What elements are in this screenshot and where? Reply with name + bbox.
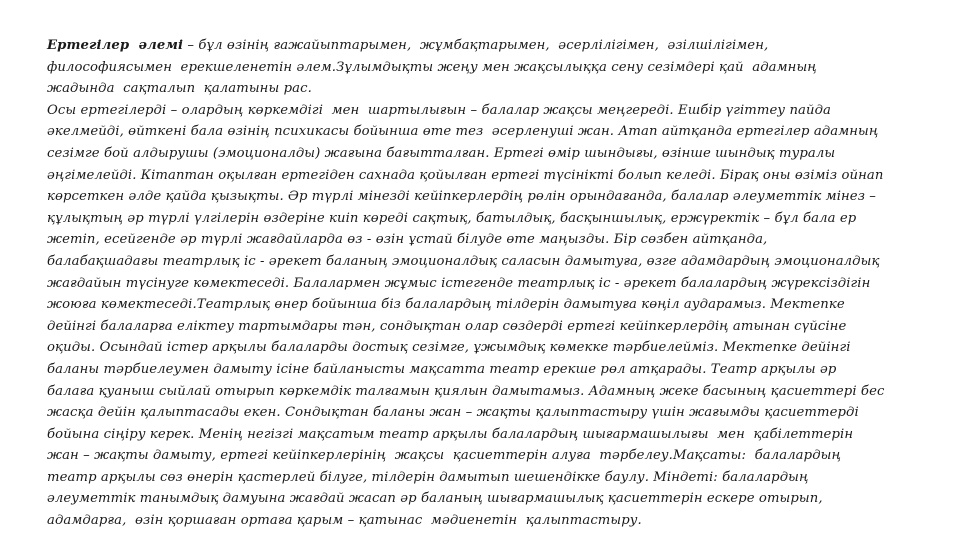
text-line: адамдарға, өзін қоршаған ортаға қарым – қатынас мәдиенетін қалыптастыру. — [47, 513, 642, 529]
text-line: философиясымен ерекшеленетін әлем.Зұлымдықты жеңу мен жақсылыққа сену сезімдері қай адамның — [47, 59, 817, 75]
text-line: балабақшадағы театрлық іс - әрекет баланың эмоционалдық саласын дамытуға, өзге адамдардың эмоционалдық — [47, 253, 880, 269]
body-text — [47, 35, 947, 532]
line-1-rest: – бұл өзінің ғажайыптарымен, жұмбақтарымен, әсерлілігімен, әзілшілігімен, — [183, 38, 769, 53]
text-line: жасқа дейін қалыптасады екен. Сондықтан баланы жан – жақты қалыптастыру үшін жағымды қасиеттерді — [47, 405, 859, 421]
text-line: балаға қуаныш сыйлай отырып көркемдік талғамын қиялын дамытамыз. Адамның жеке басының қасиеттері бес — [47, 383, 885, 399]
heading-bold: Ертегілер әлемі — [47, 38, 184, 53]
text-line: әңгімелейді. Кітаптан оқылған ертегіден сахнада қойылған ертегі түсінікті болып келеді. Бірақ оны өзіміз ойнап — [47, 167, 884, 183]
text-line: баланы тәрбиелеумен дамыту ісіне байланысты мақсатта театр ерекше рөл атқарады. Театр арқылы әр — [47, 361, 837, 377]
text-line: әкелмейді, өйткені бала өзінің психикасы бойынша өте тез әсерленуші жан. Атап айтқанда ертегілер адамның — [47, 124, 879, 140]
text-line-1 — [47, 35, 947, 57]
text-line: театр арқылы сөз өнерін қастерлей білуге, тілдерін дамытып шешендікке баулу. Міндеті: балалардың — [47, 469, 809, 485]
text-line: әлеуметтік танымдық дамуына жағдай жасап әр баланың шығармашылық қасиеттерін ескере отырып, — [47, 491, 823, 507]
text-line: жоюға көмектеседі.Театрлық өнер бойынша біз балалардың тілдерін дамытуға көңіл аударамыз. Мектепке — [47, 297, 845, 313]
text-line: бойына сіңіру керек. Менің негізгі мақсатым театр арқылы балалардың шығармашылығы мен қабілеттерін — [47, 426, 854, 442]
text-line: жан – жақты дамыту, ертегі кейіпкерлерінің жақсы қасиеттерін алуға тәрбелеу.Мақсаты: балалардың — [47, 448, 841, 464]
text-line: жағдайын түсінуге көмектеседі. Балалармен жұмыс істегенде театрлық іс - әрекет балалардың жүрексіздігін — [47, 275, 871, 291]
text-line: жадында сақталып қалатыны рас. — [47, 81, 312, 97]
text-line: құлықтың әр түрлі үлгілерін өздеріне киіп көреді сақтық, батылдық, басқыншылық, ержүректік – бұл бала ер — [47, 210, 857, 226]
text-line: жетіп, есейгенде әр түрлі жағдайларда өз - өзін ұстай білуде өте маңызды. Бір сөзбен айтқанда, — [47, 232, 768, 248]
text-line: Осы ертегілерді – олардың көркемдігі мен шартылығын – балалар жақсы меңгереді. Ешбір үгіттеу пайда — [47, 102, 832, 118]
text-line: сезімге бой алдырушы (эмоционалды) жағына бағытталған. Ертегі өмір шындығы, өзінше шындық туралы — [47, 145, 836, 161]
text-line: көрсеткен әлде қайда қызықты. Әр түрлі мінезді кейіпкерлердің рөлін орындағанда, балалар әлеуметтік мінез – — [47, 189, 876, 205]
text-line: оқиды. Осындай істер арқылы балаларды достық сезімге, ұжымдық көмекке тәрбиелейміз. Мектепке дейінгі — [47, 340, 851, 356]
text-line: дейінгі балаларға еліктеу тартымдары тән, сондықтан олар сөздерді ертегі кейіпкерлердің атынан сүйсіне — [47, 318, 847, 334]
